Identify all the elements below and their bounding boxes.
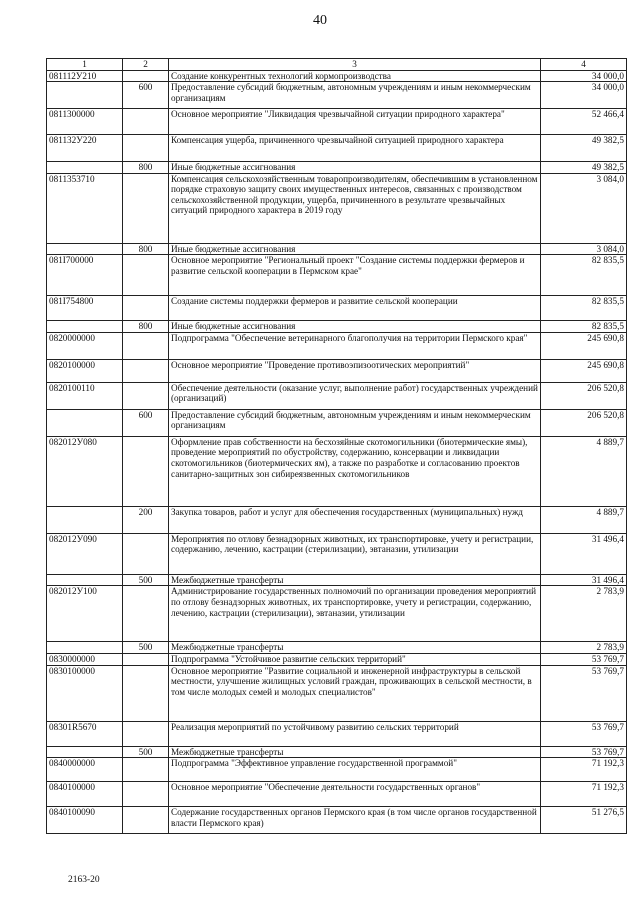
row-description: Основное мероприятие "Региональный проект "Создание системы поддержки фермеров и развитие сельской кооперации в Пермском крае": [169, 255, 541, 296]
budget-table: [46, 58, 627, 834]
row-description: Основное мероприятие "Развитие социальной и инженерной инфраструктуры в сельской местности, улучшение жилищных условий граждан, проживающих в сельской местности, в том числе молодых семей и молодых специалистов": [169, 665, 541, 721]
row-expense-type: [123, 533, 169, 574]
row-expense-type: [123, 135, 169, 162]
row-expense-type: [123, 782, 169, 807]
row-amount: 4 889,7: [541, 436, 627, 506]
row-description: Основное мероприятие "Обеспечение деятельности государственных органов": [169, 782, 541, 807]
table-row: [47, 436, 627, 506]
row-expense-type: [123, 109, 169, 135]
row-amount: 31 496,4: [541, 574, 627, 586]
row-amount: 4 889,7: [541, 506, 627, 533]
row-expense-type: [123, 359, 169, 382]
table-row: [47, 654, 627, 666]
row-code: 0820100110: [47, 382, 123, 409]
table-header: [47, 59, 627, 71]
row-description: Создание конкурентных технологий кормопроизводства: [169, 70, 541, 82]
row-description: Основное мероприятие "Ликвидация чрезвычайной ситуации природного характера": [169, 109, 541, 135]
header-col-4: 4: [541, 59, 627, 71]
table-row: [47, 321, 627, 333]
table-row: [47, 721, 627, 746]
row-expense-type: 600: [123, 82, 169, 109]
row-code: [47, 746, 123, 758]
row-expense-type: [123, 721, 169, 746]
row-amount: 53 769,7: [541, 721, 627, 746]
row-description: Мероприятия по отлову безнадзорных животных, их транспортировке, учету и регистрации, содержанию, лечению, кастрации (стерилизации), эвтаназии, утилизации: [169, 533, 541, 574]
table-row: [47, 382, 627, 409]
row-amount: 51 276,5: [541, 807, 627, 834]
row-expense-type: [123, 382, 169, 409]
row-description: Компенсация ущерба, причиненного чрезвычайной ситуацией природного характера: [169, 135, 541, 162]
row-code: 081I700000: [47, 255, 123, 296]
row-amount: 53 769,7: [541, 746, 627, 758]
row-description: Межбюджетные трансферты: [169, 746, 541, 758]
row-code: [47, 162, 123, 174]
table-row: [47, 409, 627, 436]
row-amount: 245 690,8: [541, 359, 627, 382]
row-amount: 3 084,0: [541, 243, 627, 255]
row-code: 0811353710: [47, 173, 123, 243]
row-description: Обеспечение деятельности (оказание услуг, выполнение работ) государственных учреждений (организаций): [169, 382, 541, 409]
row-code: [47, 409, 123, 436]
row-amount: 71 192,3: [541, 758, 627, 782]
table-row: [47, 255, 627, 296]
table-row: [47, 746, 627, 758]
row-expense-type: [123, 332, 169, 359]
row-code: [47, 642, 123, 654]
row-code: 0820000000: [47, 332, 123, 359]
row-amount: 2 783,9: [541, 642, 627, 654]
row-description: Подпрограмма "Обеспечение ветеринарного благополучия на территории Пермского края": [169, 332, 541, 359]
row-amount: 82 835,5: [541, 321, 627, 333]
row-amount: 34 000,0: [541, 70, 627, 82]
row-description: Предоставление субсидий бюджетным, автономным учреждениям и иным некоммерческим организациям: [169, 82, 541, 109]
row-amount: 3 084,0: [541, 173, 627, 243]
row-description: Создание системы поддержки фермеров и развитие сельской кооперации: [169, 296, 541, 321]
table-row: [47, 574, 627, 586]
table-row: [47, 506, 627, 533]
row-expense-type: [123, 296, 169, 321]
row-code: [47, 82, 123, 109]
row-amount: 34 000,0: [541, 82, 627, 109]
row-expense-type: 500: [123, 642, 169, 654]
table-row: [47, 243, 627, 255]
row-description: Основное мероприятие "Проведение противоэпизоотических мероприятий": [169, 359, 541, 382]
row-code: 082012У100: [47, 586, 123, 642]
row-description: Межбюджетные трансферты: [169, 574, 541, 586]
row-expense-type: [123, 665, 169, 721]
row-description: Содержание государственных органов Пермского края (в том числе органов государственной власти Пермского края): [169, 807, 541, 834]
row-code: [47, 574, 123, 586]
row-amount: 49 382,5: [541, 162, 627, 174]
row-expense-type: [123, 758, 169, 782]
row-expense-type: 200: [123, 506, 169, 533]
row-code: 0830000000: [47, 654, 123, 666]
row-description: Реализация мероприятий по устойчивому развитию сельских территорий: [169, 721, 541, 746]
row-amount: 53 769,7: [541, 654, 627, 666]
table-row: [47, 82, 627, 109]
row-expense-type: [123, 173, 169, 243]
row-description: Подпрограмма "Устойчивое развитие сельских территорий": [169, 654, 541, 666]
row-code: 081132У220: [47, 135, 123, 162]
table-row: [47, 70, 627, 82]
row-description: Подпрограмма "Эффективное управление государственной программой": [169, 758, 541, 782]
table-row: [47, 586, 627, 642]
row-amount: 31 496,4: [541, 533, 627, 574]
row-amount: 245 690,8: [541, 332, 627, 359]
row-amount: 82 835,5: [541, 296, 627, 321]
table-row: [47, 135, 627, 162]
row-amount: 49 382,5: [541, 135, 627, 162]
row-expense-type: [123, 586, 169, 642]
row-amount: 53 769,7: [541, 665, 627, 721]
table-body: [47, 70, 627, 834]
row-expense-type: 800: [123, 321, 169, 333]
document-code: 2163-20: [68, 875, 100, 885]
page-number: 40: [313, 13, 327, 28]
row-description: Компенсация сельскохозяйственным товаропроизводителям, обеспечившим в установленном порядке страховую защиту своих имущественных интересов, связанных с производством сельскохозяйственной продукции, ущерба, причиненного в результате чрезвычайных ситуаций природного характера в 2019 году: [169, 173, 541, 243]
row-description: Закупка товаров, работ и услуг для обеспечения государственных (муниципальных) нужд: [169, 506, 541, 533]
row-expense-type: [123, 807, 169, 834]
row-code: [47, 506, 123, 533]
row-expense-type: 800: [123, 243, 169, 255]
header-col-2: 2: [123, 59, 169, 71]
row-expense-type: 500: [123, 574, 169, 586]
row-description: Иные бюджетные ассигнования: [169, 162, 541, 174]
row-code: 08301R5670: [47, 721, 123, 746]
table-row: [47, 782, 627, 807]
row-expense-type: [123, 70, 169, 82]
row-amount: 206 520,8: [541, 382, 627, 409]
row-code: 081112У210: [47, 70, 123, 82]
row-code: 0820100000: [47, 359, 123, 382]
table-row: [47, 758, 627, 782]
row-expense-type: 600: [123, 409, 169, 436]
row-description: Межбюджетные трансферты: [169, 642, 541, 654]
row-expense-type: 800: [123, 162, 169, 174]
row-expense-type: [123, 654, 169, 666]
row-code: 0840000000: [47, 758, 123, 782]
table-row: [47, 807, 627, 834]
row-amount: 206 520,8: [541, 409, 627, 436]
row-code: 0840100090: [47, 807, 123, 834]
row-amount: 52 466,4: [541, 109, 627, 135]
row-description: Оформление прав собственности на бесхозяйные скотомогильники (биотермические ямы), проведение мероприятий по обустройству, содержанию, консервации и ликвидации скотомогильников (биотермических ям), а также по разработке и согласованию проектов санитарно-защитных зон сибиреязвенных скотомогильников: [169, 436, 541, 506]
table-row: [47, 533, 627, 574]
row-code: 0840100000: [47, 782, 123, 807]
row-code: [47, 321, 123, 333]
row-description: Предоставление субсидий бюджетным, автономным учреждениям и иным некоммерческим организациям: [169, 409, 541, 436]
row-code: 0830100000: [47, 665, 123, 721]
table-row: [47, 332, 627, 359]
header-col-3: 3: [169, 59, 541, 71]
row-code: 082012У090: [47, 533, 123, 574]
row-code: [47, 243, 123, 255]
table-row: [47, 109, 627, 135]
table-row: [47, 173, 627, 243]
table-row: [47, 162, 627, 174]
row-expense-type: 500: [123, 746, 169, 758]
row-code: 0811300000: [47, 109, 123, 135]
table-row: [47, 359, 627, 382]
row-amount: 82 835,5: [541, 255, 627, 296]
row-expense-type: [123, 255, 169, 296]
row-code: 081I754800: [47, 296, 123, 321]
header-col-1: 1: [47, 59, 123, 71]
row-description: Администрирование государственных полномочий по организации проведения мероприятий по отлову безнадзорных животных, их транспортировке, учету и регистрации, содержанию, лечению, кастрации (стерилизации), эвтаназии, утилизации: [169, 586, 541, 642]
row-expense-type: [123, 436, 169, 506]
row-description: Иные бюджетные ассигнования: [169, 321, 541, 333]
row-amount: 2 783,9: [541, 586, 627, 642]
table-row: [47, 665, 627, 721]
row-amount: 71 192,3: [541, 782, 627, 807]
table-row: [47, 296, 627, 321]
table-row: [47, 642, 627, 654]
row-description: Иные бюджетные ассигнования: [169, 243, 541, 255]
row-code: 082012У080: [47, 436, 123, 506]
